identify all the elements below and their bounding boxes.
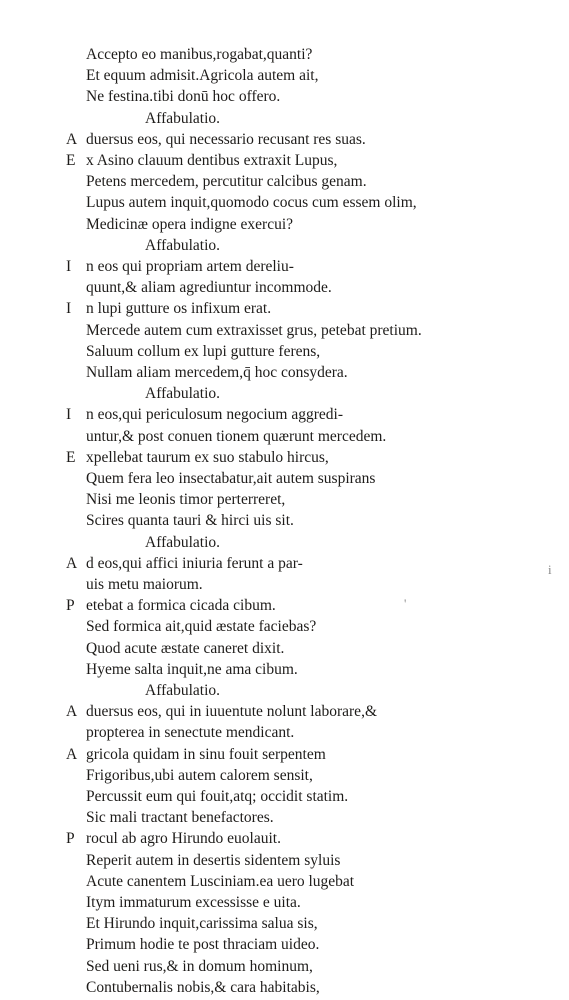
text-line [86, 342, 320, 361]
line-text: n eos,qui periculosum negocium aggredi- [86, 406, 343, 424]
text-line [66, 554, 303, 573]
text-line [66, 151, 337, 170]
margin-mark: i [548, 562, 552, 577]
text-line [86, 45, 312, 64]
text-line [86, 639, 284, 658]
line-text: Percussit eum qui fouit,atq; occidit statim. [86, 788, 349, 805]
text-line [86, 893, 301, 912]
text-line [86, 511, 294, 530]
section-heading [145, 236, 220, 255]
text-line [86, 469, 375, 488]
text-line [66, 257, 294, 276]
text-line [86, 787, 348, 806]
line-text: Affabulatio. [145, 109, 221, 127]
line-text: Primum hodie te post thraciam uideo. [86, 936, 320, 954]
text-line [86, 490, 285, 509]
line-text: Mercede autem cum extraxisset grus, petebat pretium. [86, 321, 422, 339]
text-line [86, 87, 280, 106]
line-text: Scires quanta tauri & hirci uis sit. [86, 512, 294, 530]
line-text: x Asino clauum dentibus extraxit Lupus, [86, 152, 338, 169]
text-line [66, 448, 329, 467]
initial-letter: I [66, 406, 72, 424]
text-line [86, 808, 274, 827]
text-line [86, 660, 298, 679]
line-text: Affabulatio. [145, 682, 221, 699]
line-text: Sed ueni rus,& in domum hominum, [86, 957, 313, 975]
initial-letter: E [66, 448, 76, 466]
text-line [66, 829, 281, 848]
line-text: gricola quidam in sinu fouit serpentem [86, 745, 326, 763]
text-line [86, 575, 203, 594]
initial-letter: A [66, 554, 78, 572]
line-text: Itym immaturum excessisse e uita. [86, 894, 301, 911]
text-line [86, 978, 320, 997]
line-text: Lupus autem inquit,quomodo cocus cum essem olim, [86, 194, 417, 212]
text-line [86, 851, 340, 870]
initial-letter: I [66, 258, 72, 275]
margin-mark: ' [404, 596, 407, 611]
section-heading [145, 681, 220, 700]
line-text: Reperit autem in desertis sidentem syluis [86, 851, 341, 869]
line-text: Et Hirundo inquit,carissima salua sis, [86, 915, 318, 933]
text-line [86, 872, 354, 891]
line-text: n eos qui propriam artem dereliu- [86, 258, 294, 275]
text-line [86, 766, 313, 785]
text-line [86, 914, 318, 933]
line-text: propterea in senectute mendicant. [86, 724, 295, 742]
text-line [66, 405, 343, 424]
text-line [86, 617, 316, 636]
text-line [86, 66, 318, 85]
text-line [86, 723, 294, 742]
line-text: Affabulatio. [145, 533, 221, 551]
text-line [66, 299, 271, 318]
line-text: d eos,qui affici iniuria ferunt a par- [86, 554, 303, 572]
line-text: untur,& post conuen tionem quærunt mercedem. [86, 427, 387, 445]
initial-letter: P [66, 830, 75, 848]
text-line [86, 321, 422, 340]
initial-letter: A [66, 703, 78, 721]
text-line [66, 702, 377, 721]
line-text: Quod acute æstate caneret dixit. [86, 639, 285, 657]
line-text: Contubernalis nobis,& cara habitabis, [86, 978, 320, 996]
line-text: Ne festina.tibi donū hoc offero. [86, 88, 281, 106]
line-text: Accepto eo manibus,rogabat,quanti? [86, 46, 313, 63]
initial-letter: A [66, 130, 78, 148]
text-line [86, 172, 367, 191]
line-text: Nullam aliam mercedem,q̄ hoc consydera. [86, 364, 348, 381]
initial-letter: P [66, 597, 75, 615]
text-line [86, 193, 417, 212]
line-text: Affabulatio. [145, 385, 221, 403]
line-text: duersus eos, qui in iuuentute nolunt laborare,& [86, 703, 377, 721]
text-line [66, 596, 276, 615]
line-text: quunt,& aliam agrediuntur incommode. [86, 279, 332, 297]
line-text: Hyeme salta inquit,ne ama cibum. [86, 660, 298, 678]
initial-letter: I [66, 300, 72, 318]
line-text: etebat a formica cicada cibum. [86, 597, 276, 615]
line-text: Et equum admisit.Agricola autem ait, [86, 67, 319, 85]
line-text: Quem fera leo insectabatur,ait autem suspirans [86, 470, 376, 487]
text-line [66, 745, 326, 764]
section-heading [145, 533, 220, 552]
line-text: rocul ab agro Hirundo euolauit. [86, 830, 281, 848]
line-text: Nisi me leonis timor perterreret, [86, 491, 286, 509]
line-text: Sic mali tractant benefactores. [86, 809, 274, 827]
line-text: Affabulatio. [145, 236, 221, 254]
initial-letter: E [66, 152, 76, 169]
text-line [86, 363, 348, 382]
line-text: Petens mercedem, percutitur calcibus genam. [86, 173, 367, 191]
section-heading [145, 109, 220, 128]
text-line [86, 427, 386, 446]
line-text: Acute canentem Lusciniam.ea uero lugebat [86, 872, 355, 890]
line-text: n lupi gutture os infixum erat. [86, 300, 272, 318]
text-line [86, 215, 293, 234]
text-line [86, 278, 332, 297]
section-heading [145, 384, 220, 403]
line-text: Saluum collum ex lupi gutture ferens, [86, 342, 321, 360]
line-text: Medicinæ opera indigne exercui? [86, 215, 294, 233]
text-line [86, 935, 319, 954]
text-line [66, 130, 366, 149]
initial-letter: A [66, 745, 78, 763]
line-text: Frigoribus,ubi autem calorem sensit, [86, 766, 313, 784]
text-line [86, 957, 313, 976]
line-text: uis metu maiorum. [86, 576, 203, 593]
line-text: Sed formica ait,quid æstate faciebas? [86, 618, 317, 636]
line-text: xpellebat taurum ex suo stabulo hircus, [86, 448, 329, 466]
line-text: duersus eos, qui necessario recusant res suas. [86, 130, 366, 148]
